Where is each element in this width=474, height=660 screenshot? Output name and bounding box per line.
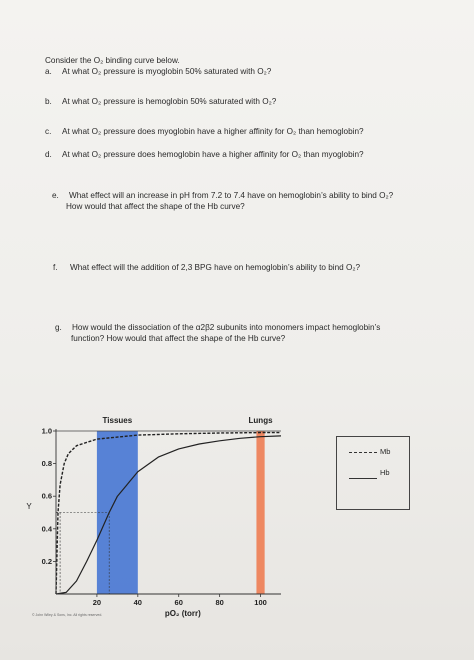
question-c-letter: c. <box>45 127 52 136</box>
question-g-text: How would the dissociation of the α2β2 subunits into monomers impact hemoglobin’s <box>72 323 381 332</box>
question-f-letter: f. <box>53 263 58 272</box>
x-tick-label-5: 100 <box>254 598 267 607</box>
question-e-text-line2: How would that affect the shape of the Hb curve? <box>66 202 245 211</box>
legend-item-hb <box>349 468 390 477</box>
y-tick-label-2: 0.4 <box>41 524 52 534</box>
question-d-letter: d. <box>45 150 52 159</box>
question-f-text: What effect will the addition of 2,3 BPG have on hemoglobin’s ability to bind O₂? <box>70 263 361 272</box>
y-tick-label-3: 0.6 <box>41 491 52 501</box>
question-g-letter: g. <box>55 323 62 332</box>
y-tick-label-1: 0.2 <box>41 556 52 566</box>
series-line-hb <box>56 436 281 594</box>
x-tick-label-3: 60 <box>174 598 183 607</box>
question-b-letter: b. <box>45 97 52 106</box>
y-tick-label-5: 1.0 <box>41 426 52 436</box>
question-a-text: At what O₂ pressure is myoglobin 50% saturated with O₂? <box>62 67 272 76</box>
x-axis-label: pO₂ (torr) <box>164 609 201 618</box>
x-tick-label-2: 40 <box>133 598 142 607</box>
question-e-letter: e. <box>52 191 59 200</box>
intro-text: Consider the O₂ binding curve below. <box>45 56 180 65</box>
legend-label-hb: Hb <box>380 468 390 477</box>
legend-item-mb <box>349 447 390 456</box>
legend-label-mb: Mb <box>380 447 391 456</box>
x-tick-label-4: 80 <box>215 598 224 607</box>
question-b-text: At what O₂ pressure is hemoglobin 50% saturated with O₂? <box>62 97 277 106</box>
question-d-text: At what O₂ pressure does hemoglobin have a higher affinity for O₂ than myoglobin? <box>62 150 364 159</box>
region-band-lungs <box>256 431 264 594</box>
question-g-text-line2: function? How would that affect the shape of the Hb curve? <box>71 334 286 343</box>
question-e-text: What effect will an increase in pH from 7.2 to 7.4 have on hemoglobin’s ability to bind O₂? <box>69 191 394 200</box>
question-c-text: At what O₂ pressure does myoglobin have a higher affinity for O₂ than hemoglobin? <box>62 127 364 136</box>
x-tick-label-1: 20 <box>92 598 102 607</box>
y-tick-label-4: 0.8 <box>41 459 52 469</box>
copyright-note: © John Wiley & Sons, Inc. All rights reserved. <box>32 613 103 617</box>
series-line-mb <box>56 433 281 594</box>
chart-legend <box>336 436 410 510</box>
region-label-tissues: Tissues <box>102 416 133 425</box>
legend-dashed-swatch <box>349 452 377 453</box>
question-a-letter: a. <box>45 67 52 76</box>
y-axis-label: Y <box>26 502 32 512</box>
legend-solid-swatch <box>349 478 377 479</box>
region-label-lungs: Lungs <box>248 416 273 425</box>
